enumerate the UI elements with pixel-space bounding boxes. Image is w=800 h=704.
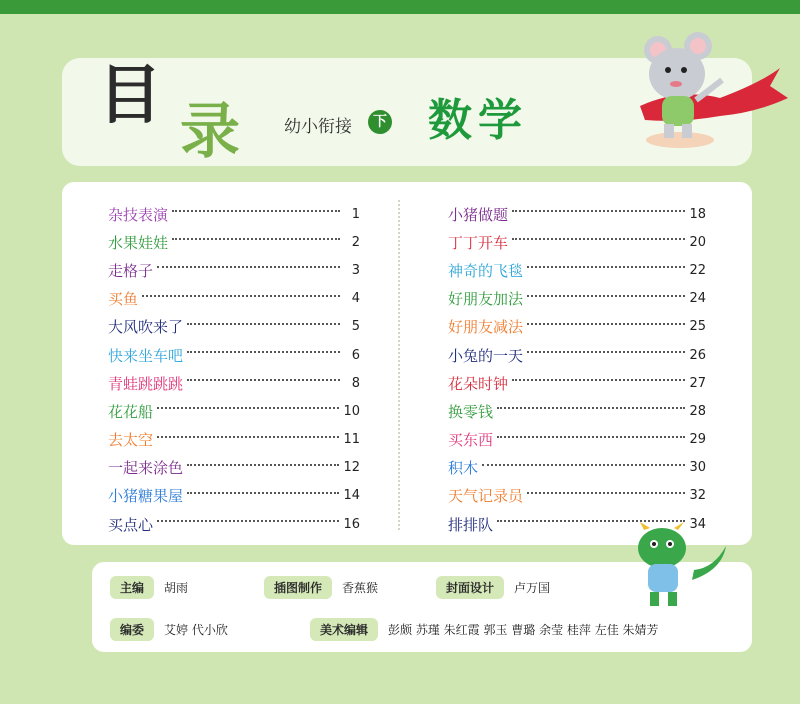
toc-entry — [108, 482, 360, 510]
toc-entry-title: 买点心 — [108, 515, 154, 534]
toc-entry-page: 4 — [351, 291, 360, 307]
cover-design-value: 卢万国 — [514, 581, 551, 595]
toc-entry-title: 神奇的飞毯 — [448, 261, 524, 280]
toc-entry — [448, 482, 706, 510]
toc-entry-title: 花花船 — [108, 402, 154, 421]
toc-entry — [448, 341, 706, 369]
toc-leader-dots — [187, 323, 340, 325]
toc-entry-title: 好朋友加法 — [448, 290, 524, 309]
toc-entry-title: 买东西 — [448, 431, 494, 450]
toc-entry-page: 11 — [343, 432, 360, 448]
toc-entry — [108, 200, 360, 228]
toc-leader-dots — [157, 436, 339, 438]
toc-entry-page: 20 — [689, 234, 706, 250]
dragon-mascot-icon — [622, 520, 732, 615]
toc-entry — [448, 313, 706, 341]
top-green-strip — [0, 0, 800, 14]
toc-entry-page: 5 — [351, 319, 360, 335]
title-mu: 目 — [98, 59, 164, 133]
toc-leader-dots — [497, 436, 685, 438]
toc-leader-dots — [157, 520, 339, 522]
mouse-mascot-icon — [620, 28, 790, 158]
toc-panel — [62, 182, 752, 545]
toc-entry-title: 小猪做题 — [448, 205, 509, 224]
toc-entry-title: 好朋友减法 — [448, 318, 524, 337]
toc-entry-title: 大风吹来了 — [108, 318, 184, 337]
toc-leader-dots — [527, 492, 685, 494]
toc-entry — [448, 454, 706, 482]
chief-editor-label: 主编 — [110, 576, 154, 599]
chief-editor-value: 胡雨 — [164, 581, 189, 595]
toc-entry — [448, 426, 706, 454]
toc-entry — [108, 454, 360, 482]
committee-value: 艾婷 代小欣 — [164, 623, 228, 637]
toc-entry-title: 杂技表演 — [108, 205, 169, 224]
toc-leader-dots — [157, 266, 340, 268]
toc-entry-page: 3 — [351, 262, 360, 278]
toc-leader-dots — [187, 351, 340, 353]
toc-entry — [448, 285, 706, 313]
credit-chief — [110, 576, 188, 599]
toc-entry — [108, 510, 360, 538]
volume-badge: 下 — [368, 110, 392, 134]
toc-entry-title: 花朵时钟 — [448, 374, 509, 393]
toc-entry-title: 小猪糖果屋 — [108, 487, 184, 506]
art-editor-value: 彭颇 苏瑾 朱红霞 郭玉 曹璐 余莹 桂萍 左佳 朱婧芳 — [388, 623, 659, 637]
subtitle: 幼小衔接 — [284, 117, 352, 137]
toc-divider — [398, 200, 402, 530]
toc-leader-dots — [482, 464, 685, 466]
toc-entry — [108, 285, 360, 313]
toc-entry-page: 1 — [351, 206, 360, 222]
toc-entry-title: 天气记录员 — [448, 487, 524, 506]
toc-entry — [108, 313, 360, 341]
toc-entry — [108, 397, 360, 425]
toc-entry — [448, 397, 706, 425]
cover-design-label: 封面设计 — [436, 576, 504, 599]
toc-entry-page: 12 — [343, 460, 360, 476]
subject-title: 数学 — [428, 95, 528, 146]
toc-leader-dots — [527, 266, 685, 268]
toc-entry-page: 32 — [689, 488, 706, 504]
toc-leader-dots — [527, 351, 685, 353]
toc-entry-page: 28 — [689, 403, 706, 419]
toc-entry-title: 一起来涂色 — [108, 459, 184, 478]
toc-entry-page: 30 — [689, 460, 706, 476]
toc-leader-dots — [142, 295, 340, 297]
toc-entry-page: 22 — [689, 262, 706, 278]
toc-entry-page: 14 — [343, 488, 360, 504]
toc-entry-title: 积木 — [448, 459, 479, 478]
toc-leader-dots — [512, 238, 685, 240]
toc-leader-dots — [497, 407, 685, 409]
toc-entry-page: 10 — [343, 403, 360, 419]
toc-leader-dots — [157, 407, 339, 409]
toc-leader-dots — [512, 210, 685, 212]
committee-label: 编委 — [110, 618, 154, 641]
toc-entry-page: 16 — [343, 516, 360, 532]
toc-entry-title: 小兔的一天 — [448, 346, 524, 365]
toc-entry-page: 34 — [689, 516, 706, 532]
toc-entry-title: 换零钱 — [448, 402, 494, 421]
toc-entry — [448, 369, 706, 397]
credit-art — [310, 618, 659, 641]
toc-right-column — [448, 200, 706, 538]
toc-leader-dots — [512, 379, 685, 381]
art-editor-label: 美术编辑 — [310, 618, 378, 641]
toc-entry-title: 排排队 — [448, 515, 494, 534]
toc-entry-title: 快来坐车吧 — [108, 346, 184, 365]
toc-entry-page: 26 — [689, 347, 706, 363]
toc-leader-dots — [187, 379, 340, 381]
toc-entry-page: 27 — [689, 375, 706, 391]
toc-entry — [448, 256, 706, 284]
toc-entry-title: 水果娃娃 — [108, 233, 169, 252]
toc-entry-title: 丁丁开车 — [448, 233, 509, 252]
toc-leader-dots — [527, 323, 685, 325]
toc-entry-page: 18 — [689, 206, 706, 222]
toc-entry — [108, 426, 360, 454]
toc-leader-dots — [172, 238, 340, 240]
credit-illustration — [264, 576, 378, 599]
toc-leader-dots — [172, 210, 340, 212]
credit-cover — [436, 576, 550, 599]
toc-entry-title: 青蛙跳跳跳 — [108, 374, 184, 393]
toc-entry — [108, 341, 360, 369]
toc-entry — [448, 200, 706, 228]
toc-entry-page: 8 — [351, 375, 360, 391]
toc-left-column — [108, 200, 360, 538]
toc-entry — [448, 228, 706, 256]
toc-entry-title: 走格子 — [108, 261, 154, 280]
illustration-label: 插图制作 — [264, 576, 332, 599]
title-lu: 录 — [180, 97, 240, 167]
credit-committee — [110, 618, 228, 641]
toc-entry-page: 24 — [689, 291, 706, 307]
toc-leader-dots — [527, 295, 685, 297]
toc-entry-page: 29 — [689, 432, 706, 448]
toc-entry-title: 买鱼 — [108, 290, 139, 309]
toc-entry — [108, 228, 360, 256]
toc-entry-page: 6 — [351, 347, 360, 363]
illustration-value: 香蕉猴 — [342, 581, 379, 595]
toc-entry-page: 25 — [689, 319, 706, 335]
toc-entry — [108, 256, 360, 284]
toc-entry-title: 去太空 — [108, 431, 154, 450]
toc-entry-page: 2 — [351, 234, 360, 250]
toc-entry — [108, 369, 360, 397]
toc-leader-dots — [187, 464, 339, 466]
toc-leader-dots — [187, 492, 339, 494]
